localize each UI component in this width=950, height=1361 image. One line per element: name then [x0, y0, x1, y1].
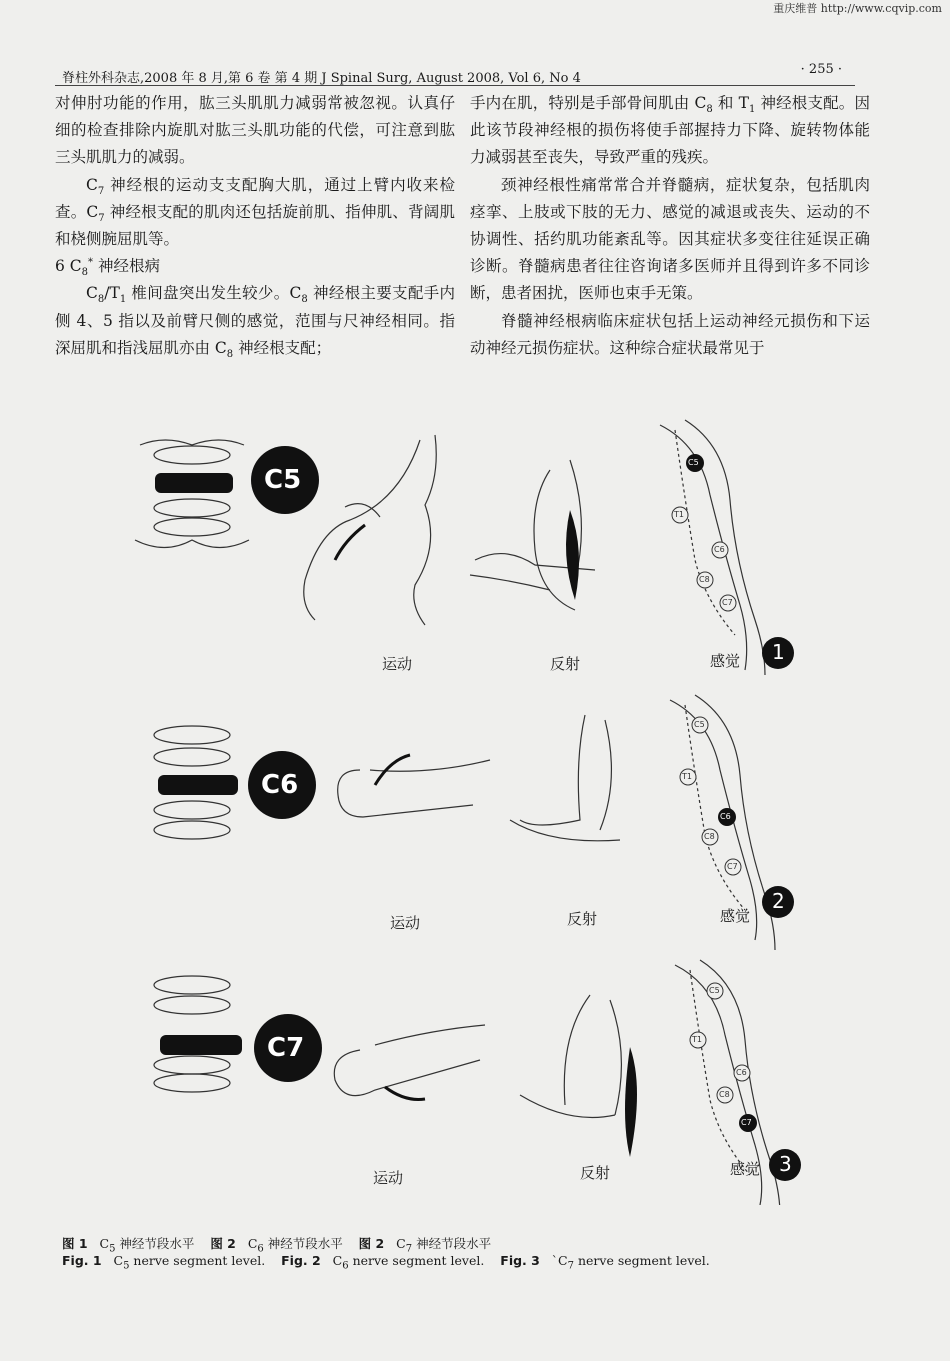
disc-highlight	[158, 775, 238, 795]
vertebra-label: C5	[264, 465, 302, 495]
motor-figure-wrist	[338, 760, 490, 817]
nerve-label: C6	[720, 812, 731, 821]
nerve-label: T1	[692, 1035, 702, 1044]
watermark-text: 重庆维普 http://www.cqvip.com	[773, 2, 942, 15]
paragraph: $C_8/T_1$ 椎间盘突出发生较少。$C_8$ 神经根主要支配手内侧 4、5 指以及前臂尺侧的感觉，范围与尺神经相同。指深屈肌和指浅屈肌亦由 $C_8$ 神经根支配；	[55, 284, 455, 360]
motor-label: 运动	[382, 655, 413, 673]
motion-arrow	[335, 525, 365, 560]
figure-caption-chinese: 图 1 $C_5$ 神经节段水平 图 2 $C_6$ 神经节段水平 图 2 $C_7$ 神经节段水平	[62, 1236, 492, 1255]
nerve-label: C5	[688, 458, 699, 467]
motor-figure-wrist-flexion	[334, 1025, 485, 1096]
paragraph: 对伸肘功能的作用，肱三头肌肌力减弱常被忽视。认真仔细的检查排除内旋肌对肱三头肌功能的代偿，可注意到肱三头肌肌力的减弱。	[55, 94, 455, 167]
sensory-label: 感觉	[720, 907, 751, 925]
figure-illustration	[130, 415, 850, 1205]
nerve-label: C7	[741, 1118, 752, 1127]
nerve-label: C7	[727, 862, 738, 871]
paragraph: 颈神经根性痛常常合并脊髓病，症状复杂，包括肌肉痉挛、上肢或下肢的无力、感觉的减退或丧失、运动的不协调性、括约肌功能紊乱等。因其症状多变往往延误正确诊断。脊髓病患者往往咨询诸多医师并且得到许多不同诊断，患者困扰，医师也束手无策。	[470, 175, 870, 303]
sensory-label: 感觉	[710, 652, 741, 670]
disc-highlight	[160, 1035, 242, 1055]
left-column	[55, 90, 455, 362]
nerve-label: C7	[722, 598, 733, 607]
paragraph: 手内在肌，特别是手部骨间肌由 $C_8$ 和 $T_1$ 神经根支配。因此该节段神经根的损伤将使手部握持力下降、旋转物体能力减弱甚至丧失，导致严重的残疾。	[470, 94, 870, 167]
vertebra-label: C7	[267, 1033, 305, 1063]
disc-highlight	[155, 473, 233, 493]
reflex-figure-elbow	[510, 715, 620, 841]
figure-number: 1	[772, 640, 785, 664]
sensory-label: 感觉	[730, 1160, 761, 1178]
page-number: · 255 ·	[800, 62, 842, 77]
muscle-highlight	[566, 510, 579, 600]
reflex-figure-triceps	[520, 995, 621, 1118]
sensory-figure-arm	[675, 960, 780, 1205]
nerve-label: C8	[699, 575, 710, 584]
section-heading: 6 $C_8^*$ 神经根病	[55, 257, 160, 279]
vertebra-label: C6	[261, 770, 299, 800]
nerve-label: C5	[694, 720, 705, 729]
nerve-label: C6	[714, 545, 725, 554]
figure-nerve-segments	[130, 415, 850, 1205]
figure-number: 2	[772, 889, 785, 913]
nerve-label: C6	[736, 1068, 747, 1077]
motor-label: 运动	[373, 1169, 404, 1187]
reflex-label: 反射	[580, 1164, 611, 1182]
motor-figure-shoulder	[304, 435, 437, 625]
running-header: 脊柱外科杂志,2008 年 8 月,第 6 卷 第 4 期 J Spinal Surg, August 2008, Vol 6, No 4	[62, 71, 581, 86]
paragraph: $C_7$ 神经根的运动支支配胸大肌，通过上臂内收来检查。$C_7$ 神经根支配的肌肉还包括旋前肌、指伸肌、背阔肌和桡侧腕屈肌等。	[55, 175, 455, 249]
reflex-label: 反射	[567, 910, 598, 928]
nerve-label: C8	[704, 832, 715, 841]
reflex-label: 反射	[550, 655, 581, 673]
header-rule	[55, 85, 855, 86]
motion-arrow	[385, 1087, 425, 1100]
muscle-highlight	[625, 1047, 637, 1157]
nerve-label: C8	[719, 1090, 730, 1099]
paragraph: 脊髓神经根病临床症状包括上运动神经元损伤和下运动神经元损伤症状。这种综合症状最常见于	[470, 311, 870, 357]
spine-illustration	[135, 440, 249, 548]
spine-illustration	[154, 976, 230, 1092]
motor-label: 运动	[390, 914, 421, 932]
right-column	[470, 90, 870, 362]
nerve-label: T1	[674, 510, 684, 519]
nerve-label: T1	[682, 772, 692, 781]
figure-caption-english: Fig. 1 $C_5$ nerve segment level. Fig. 2 $C_6$ nerve segment level. Fig. 3 $`C_7$ nerve segment level.	[62, 1253, 710, 1272]
figure-number: 3	[779, 1152, 792, 1176]
motion-arrow	[375, 755, 410, 785]
nerve-label: C5	[709, 986, 720, 995]
